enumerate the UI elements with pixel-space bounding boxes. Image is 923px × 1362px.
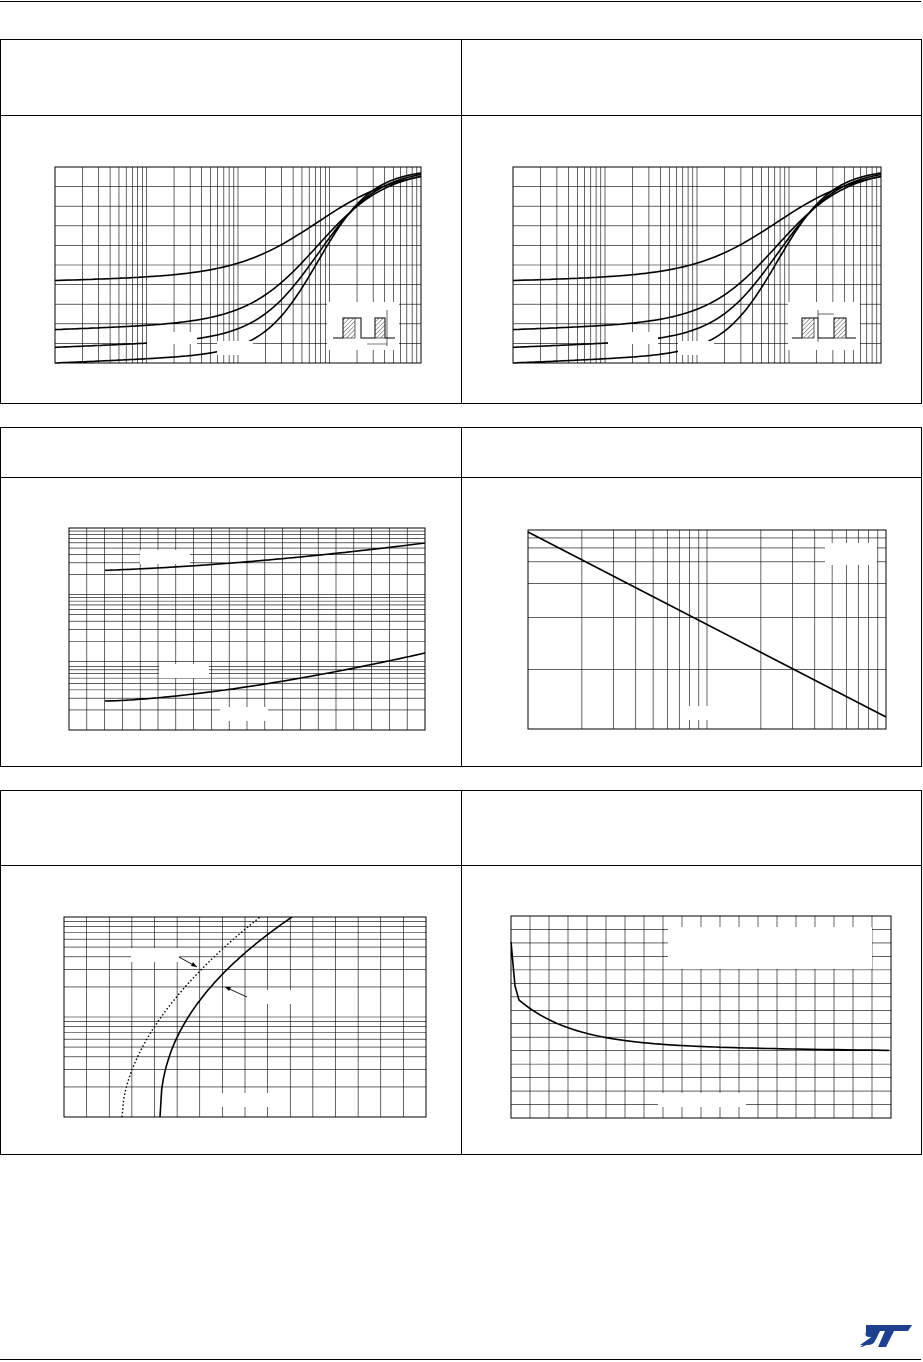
- figure-panel-r1l: [0, 39, 462, 404]
- annotation-box: [686, 706, 716, 720]
- annotation-box: [608, 332, 658, 344]
- footer-rule: [0, 1359, 921, 1360]
- figure-panel-r2r: [461, 427, 922, 767]
- figure-panel-r2l: [0, 427, 462, 767]
- pulse-waveform-icon: [327, 302, 399, 350]
- figure-panel-r1r: [461, 39, 922, 404]
- annotation-box: [217, 341, 253, 355]
- figure-title: [1, 40, 461, 116]
- annotation-box: [140, 550, 190, 564]
- figure-panel-r3r: [461, 790, 922, 1155]
- annotation-box: [825, 543, 877, 565]
- st-logo-icon: [858, 1323, 914, 1349]
- figure-title: [462, 428, 921, 478]
- annotation-box: [220, 707, 268, 721]
- pulse-waveform-icon: [788, 302, 860, 350]
- annotation-box: [668, 927, 872, 969]
- chart-r2l: [69, 528, 425, 730]
- figure-title: [462, 40, 921, 116]
- annotation-box: [147, 332, 197, 344]
- figure-title: [462, 791, 921, 866]
- annotation-arrows: [1, 791, 463, 1156]
- header-rule: [0, 1, 921, 2]
- figure-title: [1, 428, 461, 478]
- annotation-box: [678, 341, 714, 355]
- annotation-box: [159, 664, 209, 678]
- figure-panel-r3l: [0, 790, 462, 1155]
- annotation-box: [658, 1093, 746, 1107]
